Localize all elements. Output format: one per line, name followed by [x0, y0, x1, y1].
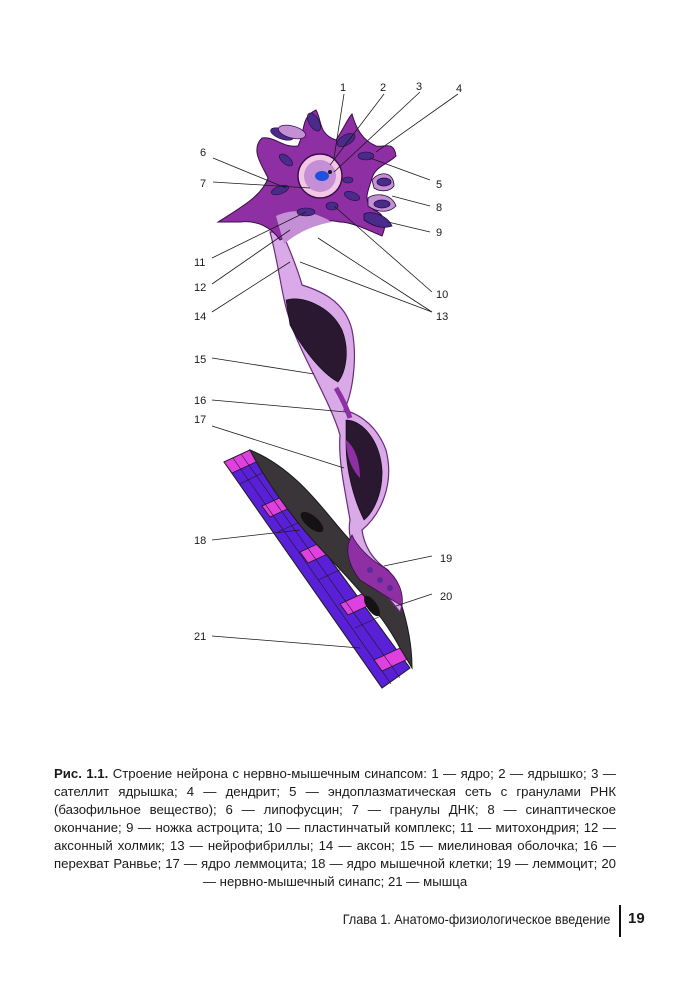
label-3: 3: [416, 81, 423, 93]
label-20: 20: [440, 591, 453, 603]
label-10: 10: [436, 289, 449, 301]
label-6: 6: [200, 147, 207, 159]
label-12: 12: [194, 282, 207, 294]
label-19: 19: [440, 553, 453, 565]
label-5: 5: [436, 179, 443, 191]
label-11: 11: [194, 257, 206, 269]
figure-caption: [54, 765, 616, 891]
label-8: 8: [436, 202, 443, 214]
page-footer: [0, 905, 688, 939]
label-4: 4: [456, 83, 463, 95]
footer-divider: [619, 905, 621, 937]
label-21: 21: [194, 631, 207, 643]
page-number: 19: [628, 910, 645, 927]
label-9: 9: [436, 227, 443, 239]
label-1: 1: [340, 82, 347, 94]
nucleolus: [315, 171, 329, 181]
label-16: 16: [194, 395, 207, 407]
label-15: 15: [194, 354, 207, 366]
label-14: 14: [194, 311, 207, 323]
label-13: 13: [436, 311, 449, 323]
label-2: 2: [380, 82, 387, 94]
label-17: 17: [194, 414, 207, 426]
nucleolus-satellite: [328, 170, 332, 174]
label-7: 7: [200, 178, 207, 190]
soma: [218, 110, 396, 244]
caption-text: Строение нейрона с нервно-мышечным синапсом: 1 — ядро; 2 — ядрышко; 3 — сателлит ядрышка; 4 — дендрит; 5 — эндоплазматическая сеть с гранулами РНК (базофильное вещество); 6 — липофусцин; 7 — гранулы ДНК; 8 — синаптическое окончание; 9 — ножка астроцита; 10 — пластинчатый комплекс; 11 — митохондрия; 12 — аксонный холмик; 13 — нейрофибриллы; 14 — аксон; 15 — миелиновая оболочка; 16 — перехват Ранвье; 17 — ядро леммоцита; 18 — ядро мышечной клетки; 19 — леммоцит; 20 — нервно-мышечный синапс; 21 — мышца: [54, 766, 616, 889]
label-18: 18: [194, 535, 207, 547]
caption-prefix: Рис. 1.1.: [54, 766, 109, 781]
chapter-title: Глава 1. Анатомо-физиологическое введение: [342, 911, 610, 927]
